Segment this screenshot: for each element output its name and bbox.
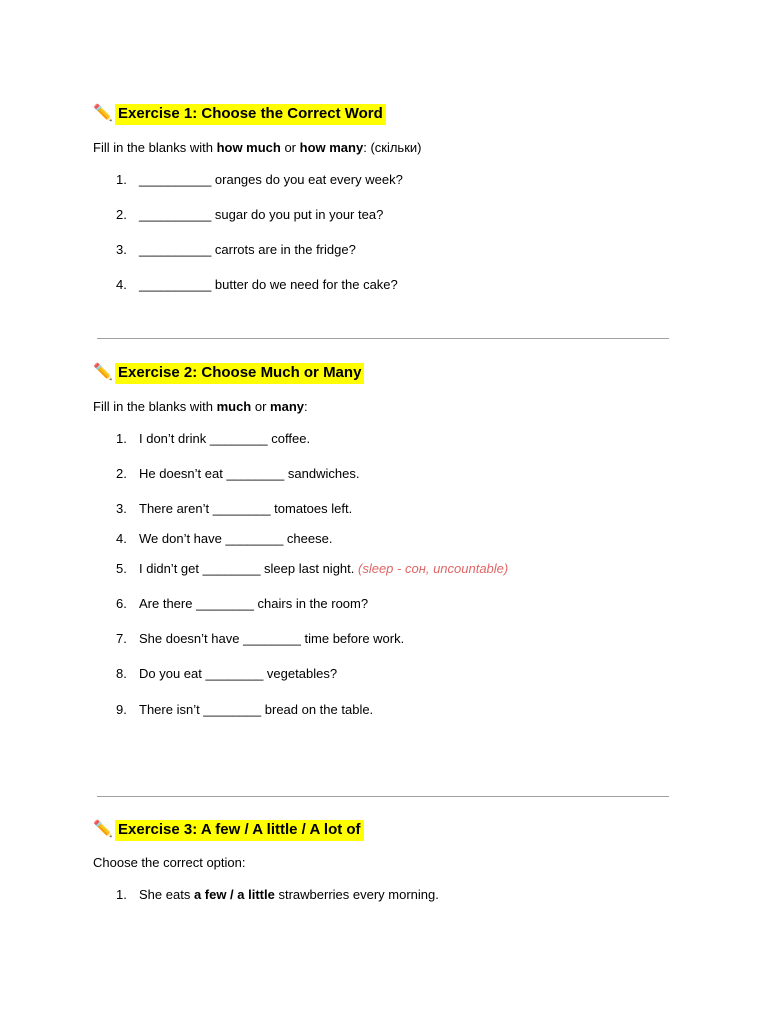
item-number: 9.	[116, 702, 127, 717]
list-item	[116, 531, 332, 547]
item-text: __________ butter do we need for the cake?	[139, 277, 398, 292]
item-number: 5.	[116, 561, 127, 576]
exercise-3-instructions: Choose the correct option:	[93, 855, 246, 870]
item-note: (sleep - сон, uncountable)	[358, 561, 509, 576]
item-number: 2.	[116, 466, 127, 481]
item-number: 4.	[116, 531, 127, 546]
list-item	[116, 207, 383, 223]
item-number: 2.	[116, 207, 127, 222]
exercise-3-heading	[93, 819, 364, 841]
list-item	[116, 172, 403, 188]
pencil-icon: ✏️	[93, 362, 113, 381]
item-text: He doesn’t eat ________ sandwiches.	[139, 466, 360, 481]
list-item	[116, 466, 359, 482]
item-text: She doesn’t have ________ time before work.	[139, 631, 405, 646]
list-item	[116, 242, 356, 258]
exercise-1-instructions: Fill in the blanks with how much or how many: (скільки)	[93, 140, 422, 155]
item-number: 3.	[116, 501, 127, 516]
item-number: 8.	[116, 666, 127, 681]
list-item	[116, 431, 310, 447]
item-number: 1.	[116, 887, 127, 902]
item-text: There aren’t ________ tomatoes left.	[139, 501, 353, 516]
exercise-1-heading	[93, 103, 386, 125]
item-options: a few / a little	[193, 887, 275, 902]
item-text-end: strawberries every morning.	[274, 887, 439, 902]
exercise-3-title: Exercise 3: A few / A little / A lot of	[115, 820, 364, 841]
item-number: 1.	[116, 431, 127, 446]
list-item	[116, 561, 508, 577]
list-item	[116, 887, 439, 903]
exercise-2-title: Exercise 2: Choose Much or Many	[115, 363, 364, 384]
keyword-many: many	[270, 399, 304, 414]
keyword-how-much: how much	[216, 140, 281, 155]
item-text: __________ oranges do you eat every week?	[139, 172, 403, 187]
item-text: There isn’t ________ bread on the table.	[139, 702, 374, 717]
exercise-2-heading	[93, 362, 364, 384]
list-item	[116, 277, 398, 293]
section-divider	[97, 796, 669, 797]
exercise-1-title: Exercise 1: Choose the Correct Word	[115, 104, 386, 125]
item-text: __________ carrots are in the fridge?	[139, 242, 356, 257]
keyword-much: much	[216, 399, 252, 414]
item-text: I didn’t get ________ sleep last night.	[139, 561, 358, 576]
item-text: I don’t drink ________ coffee.	[139, 431, 311, 446]
exercise-2-instructions: Fill in the blanks with much or many:	[93, 399, 308, 414]
list-item	[116, 702, 373, 718]
pencil-icon: ✏️	[93, 819, 113, 838]
list-item	[116, 596, 368, 612]
item-number: 1.	[116, 172, 127, 187]
item-text: We don’t have ________ cheese.	[139, 531, 333, 546]
item-number: 6.	[116, 596, 127, 611]
keyword-how-many: how many	[299, 140, 364, 155]
item-text: Are there ________ chairs in the room?	[139, 596, 369, 611]
item-text: __________ sugar do you put in your tea?	[139, 207, 384, 222]
item-text: She eats	[139, 887, 194, 902]
pencil-icon: ✏️	[93, 103, 113, 122]
section-divider	[97, 338, 669, 339]
list-item	[116, 666, 337, 682]
item-number: 7.	[116, 631, 127, 646]
item-number: 3.	[116, 242, 127, 257]
item-text: Do you eat ________ vegetables?	[139, 666, 338, 681]
item-number: 4.	[116, 277, 127, 292]
list-item	[116, 501, 352, 517]
list-item	[116, 631, 404, 647]
